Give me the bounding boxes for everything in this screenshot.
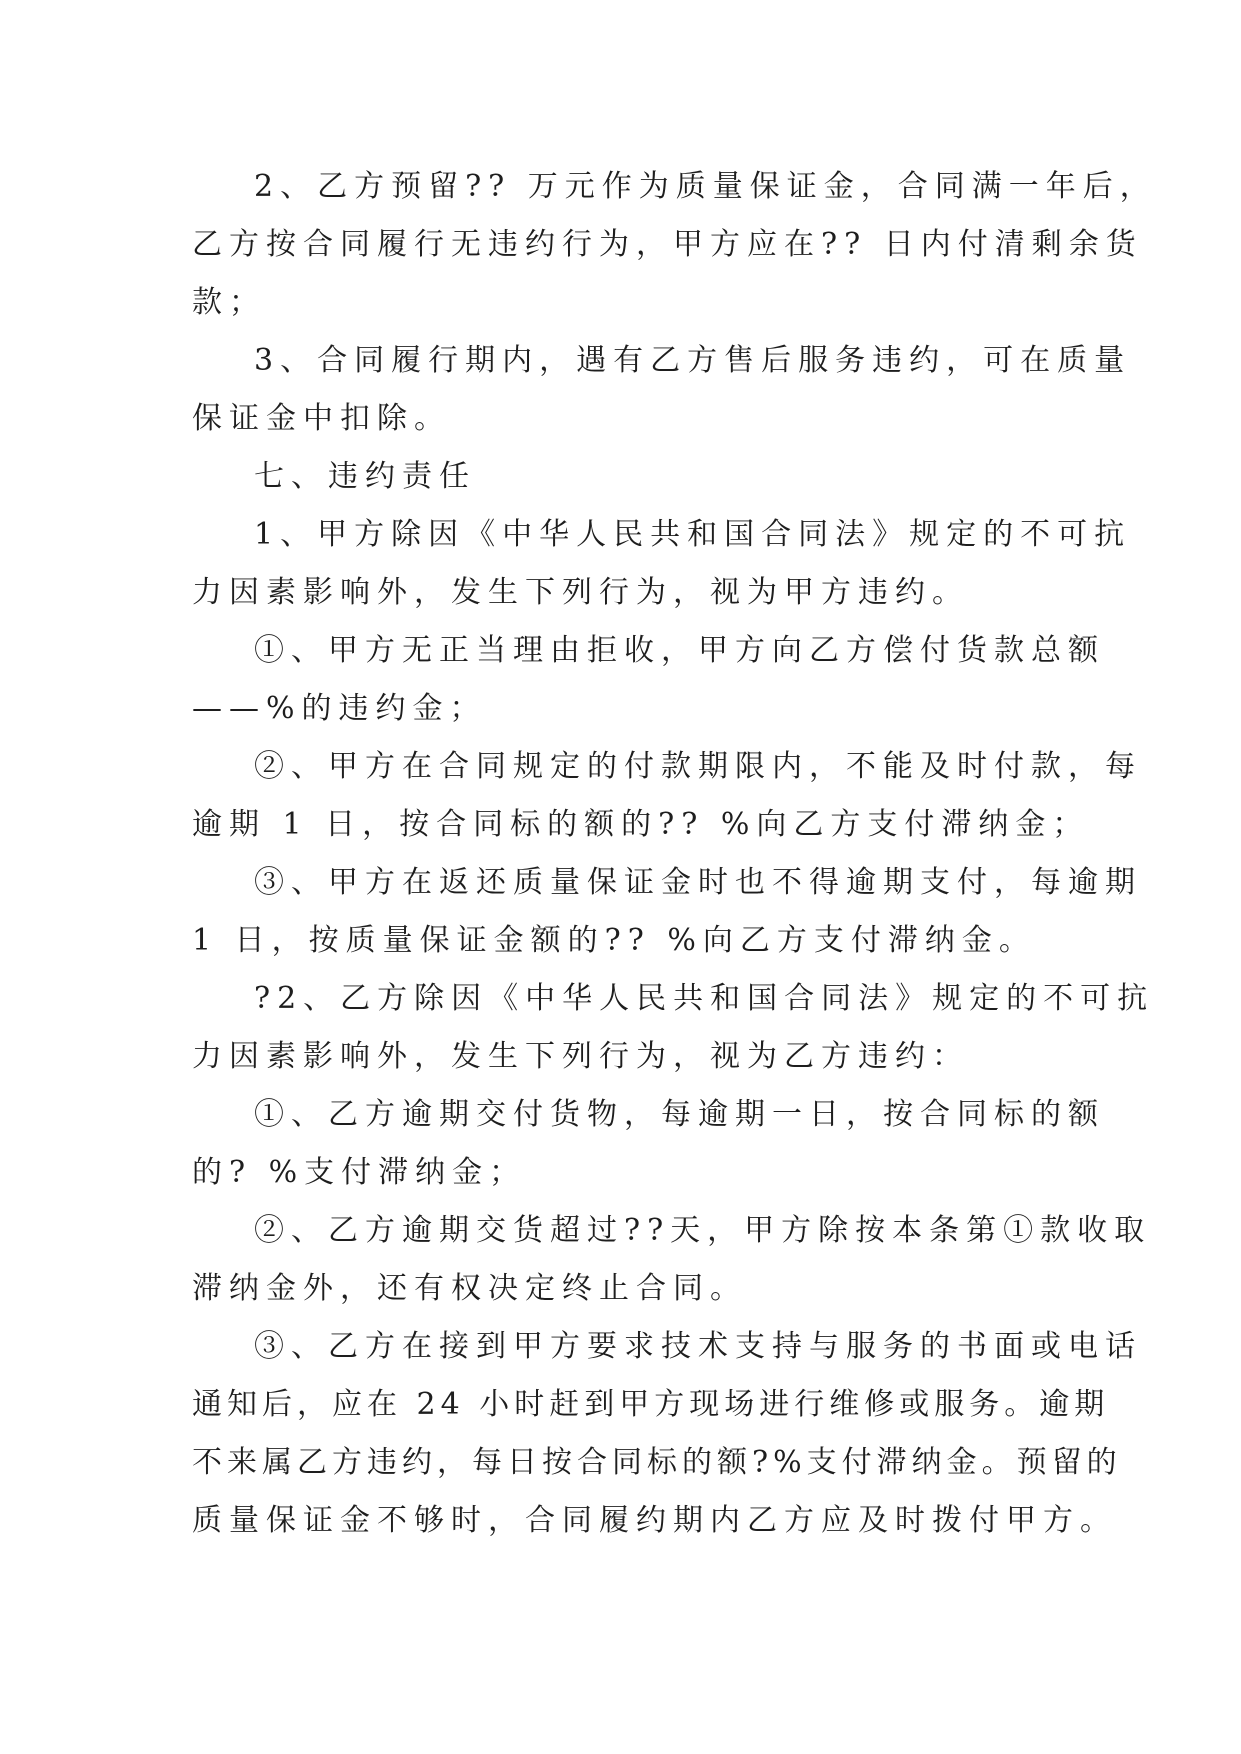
text-line: 质量保证金不够时，合同履约期内乙方应及时拨付甲方。	[192, 1503, 1117, 1538]
text-line: ②、乙方逾期交货超过??天，甲方除按本条第①款收取	[254, 1213, 1152, 1248]
text-line: ③、乙方在接到甲方要求技术支持与服务的书面或电话	[254, 1329, 1142, 1364]
text-line: 1 日，按质量保证金额的?? %向乙方支付滞纳金。	[192, 923, 1036, 958]
text-line: 逾期 1 日，按合同标的额的?? %向乙方支付滞纳金；	[192, 807, 1090, 842]
text-line: 2、乙方预留?? 万元作为质量保证金，合同满一年后，	[254, 169, 1157, 204]
text-line: 力因素影响外，发生下列行为，视为乙方违约：	[192, 1039, 969, 1074]
text-line: 乙方按合同履行无违约行为，甲方应在?? 日内付清剩余货	[192, 227, 1143, 262]
text-line: ——%的违约金；	[192, 691, 487, 726]
text-line: 的? %支付滞纳金；	[192, 1155, 527, 1190]
text-line: 力因素影响外，发生下列行为，视为甲方违约。	[192, 575, 969, 610]
text-line: 通知后，应在 24 小时赶到甲方现场进行维修或服务。逾期	[192, 1387, 1110, 1422]
text-line: ③、甲方在返还质量保证金时也不得逾期支付，每逾期	[254, 865, 1142, 900]
text-line: ①、乙方逾期交付货物，每逾期一日，按合同标的额	[254, 1097, 1105, 1132]
text-line: 3、合同履行期内，遇有乙方售后服务违约，可在质量	[254, 343, 1132, 378]
text-line: ?2、乙方除因《中华人民共和国合同法》规定的不可抗	[254, 981, 1155, 1016]
text-line: 保证金中扣除。	[192, 401, 451, 436]
text-line: 不来属乙方违约，每日按合同标的额?%支付滞纳金。预留的	[192, 1445, 1122, 1480]
text-line: 款；	[192, 285, 266, 320]
document-body	[192, 158, 1157, 1550]
text-line: 1、甲方除因《中华人民共和国合同法》规定的不可抗	[254, 517, 1132, 552]
text-line: ②、甲方在合同规定的付款期限内，不能及时付款，每	[254, 749, 1142, 784]
section-heading: 七、违约责任	[254, 459, 476, 494]
text-line: ①、甲方无正当理由拒收，甲方向乙方偿付货款总额	[254, 633, 1105, 668]
text-line: 滞纳金外，还有权决定终止合同。	[192, 1271, 747, 1306]
